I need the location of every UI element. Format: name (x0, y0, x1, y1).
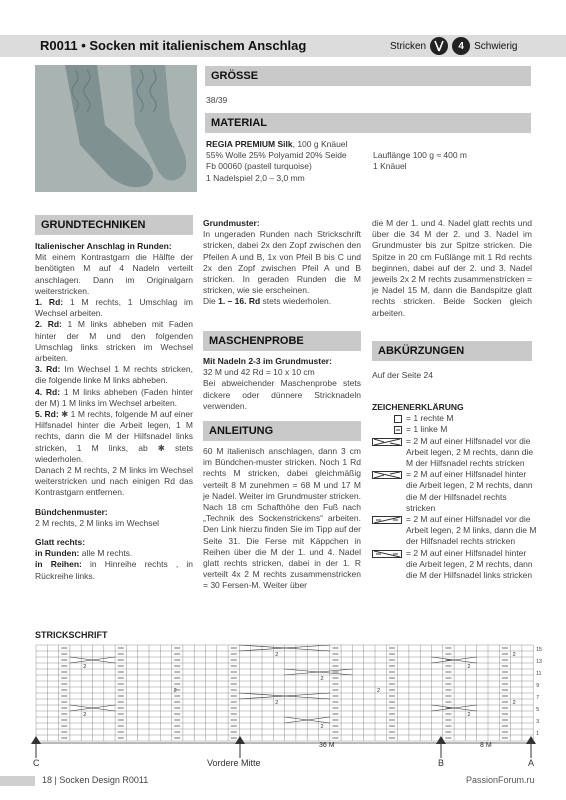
material-heading: MATERIAL (205, 113, 531, 133)
maschenprobe-text: Bei abweichender Maschenprobe stets dickere oder dünnere Stricknadeln verwenden. (203, 378, 361, 411)
material-details (206, 139, 371, 184)
chart-grid (36, 645, 533, 741)
level-number: 4 (458, 40, 464, 52)
grundtechniken-heading: GRUNDTECHNIKEN (35, 215, 193, 235)
anleitung-text-continued: die M der 1. und 4. Nadel glatt rechts und über die 34 M der 2. und 3. Nadel im Grundmuster bis zur Spitze stricken. Die Spitze in 20 cm Fußlänge mit 1 Rd rechts beginnen, dabei auf der 2. und 3. Nadel jeweils 2x 2 M rechts zusammenstricken = je Nadel 15 M, dann die Bandspitze glatt rechts stricken. Beide Socken gleich arbeiten. (372, 218, 532, 318)
anleitung-heading: ANLEITUNG (203, 421, 361, 441)
row-number: 9 (536, 683, 539, 689)
round-1-label: 1. Rd: (35, 297, 64, 308)
danach-text: Danach 2 M rechts, 2 M links im Wechsel weiterstricken und nach einigen Rd das Kontrastgarn entfernen. (35, 465, 193, 498)
technique-label: Stricken (390, 40, 427, 52)
legend-item (372, 436, 537, 470)
footer-text: 18 | Socken Design R0011 (42, 775, 149, 785)
legend-item (372, 424, 537, 435)
chart-row-numbers (536, 647, 542, 737)
anschlag-title: Italienischer Anschlag in Runden: (35, 241, 172, 251)
arrow-a (526, 736, 536, 758)
marker-a-label: A (528, 758, 535, 768)
arrow-b (436, 736, 446, 758)
marker-b-label: B (438, 758, 445, 768)
round-5-label: 5. Rd: (35, 409, 59, 420)
in-runden-label: in Runden: (35, 548, 80, 559)
footer-bar (0, 776, 35, 786)
maschenprobe-block (203, 356, 361, 412)
legend-item (372, 514, 537, 548)
row-number: 11 (536, 671, 542, 677)
cell-label: 2 (320, 724, 324, 730)
in-reihen-label: in Reihen: (35, 559, 82, 570)
buendchen-text: 2 M rechts, 2 M links im Wechsel (35, 517, 160, 528)
legend-item (372, 548, 537, 582)
yarn-color: Fb 00060 (pastell turquoise) (206, 161, 312, 172)
grundmuster-repeat-rounds: 1. – 16. Rd (218, 296, 261, 307)
cell-label: 2 (467, 664, 471, 670)
cable-front-purl-icon (372, 516, 402, 524)
cable-back-knit-icon (372, 471, 402, 479)
span-8m: 8 M (480, 742, 492, 749)
legend-item-text: = 2 M auf einer Hilfsnadel hinter die Arbeit legen, 2 M rechts, dann die M der Hilfsnadel rechts stricken (406, 469, 533, 513)
yarn-brand: REGIA PREMIUM Silk (206, 139, 293, 149)
round-1-text: 1 M rechts, 1 Umschlag im Wechsel arbeiten. (35, 297, 193, 319)
material-extra (373, 150, 467, 172)
skein-count: 1 Knäuel (373, 161, 407, 172)
size-value: 38/39 (206, 95, 228, 105)
cable-back-purl-icon (372, 550, 402, 558)
knit-stitch-icon (394, 415, 402, 423)
grundmuster-block (203, 218, 361, 308)
knitting-chart (30, 640, 545, 772)
difficulty-indicator (390, 36, 517, 56)
round-2-text: 1 M links abheben mit Faden hinter der M und den folgenden Umschlag links stricken im Wechsel arbeiten. (35, 319, 193, 364)
cell-label: 2 (377, 688, 381, 694)
yarn-composition: 55% Wolle 25% Polyamid 20% Seide (206, 150, 347, 161)
grundmuster-text: In ungeraden Runden nach Strickschrift stricken, dabei 2x den Zopf zwischen den Pfeilen A und B, 1x von Pfeil B bis C und 2x den Zopf zwischen Pfeil A und B stricken. In geraden Runden die M stricken, wie sie erscheinen. (203, 229, 361, 296)
cell-label: 2 (467, 712, 471, 718)
run-length: Lauflänge 100 g ≈ 400 m (373, 150, 467, 160)
cell-label: 2 (512, 652, 516, 658)
legend-item-text: = 1 rechte M (406, 413, 454, 424)
legend-item-text: = 1 linke M (406, 424, 448, 435)
cell-label: 2 (320, 676, 324, 682)
cell-label: 2 (173, 688, 177, 694)
grundmuster-title: Grundmuster: (203, 218, 260, 228)
anleitung-text: 60 M italienisch anschlagen, dann 3 cm im Bündchen-muster stricken. Noch 1 Rd rechts M stricken, dabei gleichmäßig verteilt 8 M zunehmen = 68 M und 17 M je Nadel. Weiter im Grundmuster stricken. Nach 18 cm Schafthöhe den Fuß nach „Technik des Sockenstrickens“ arbeiten. Den Link hierzu finden Sie im Tipp auf der Seite 31. Die Ferse mit Käppchen in Reihen über die M der 1. und 4. Nadel glatt rechts stricken, dabei in der 1. R verteilt 4x 2 M rechts zusammenstricken = 30 Fersen-M. Weiter über (203, 446, 361, 591)
legend (372, 402, 537, 581)
legend-item-text: = 2 M auf einer Hilfsnadel vor die Arbeit legen, 2 M links, dann die M der Hilfsnadel rechts stricken (406, 514, 537, 547)
maschenprobe-heading: MASCHENPROBE (203, 331, 361, 351)
cell-label: 2 (83, 664, 87, 670)
grundmuster-repeat-post: stets wiederholen. (260, 296, 332, 307)
page-title: R0011 • Socken mit italienischem Anschlag (40, 38, 307, 53)
arrow-vordere-mitte (235, 736, 245, 758)
arrow-c (31, 736, 41, 758)
round-5-text: ✱ 1 M rechts, folgende M auf einer Hilfsnadel hinter die Arbeit legen, 1 M rechts, dann die M der Hilfsnadel links stricken, 1 M links, ab ✱ stets wiederholen. (35, 409, 193, 464)
row-number: 1 (536, 731, 539, 737)
legend-item-text: = 2 M auf einer Hilfsnadel vor die Arbeit legen, 2 M rechts, dann die M der Hilfsnadel rechts stricken (406, 435, 534, 469)
legend-item-text: = 2 M auf einer Hilfsnadel hinter die Arbeit legen, 2 M rechts, dann die M der Hilfsnadel links stricken (406, 547, 533, 581)
grundmuster-repeat-pre: Die (203, 296, 219, 307)
legend-item (372, 413, 537, 424)
cell-label: 2 (275, 652, 279, 658)
cell-label: 2 (83, 712, 87, 718)
round-3-label: 3. Rd: (35, 364, 61, 375)
cable-front-knit-icon (372, 438, 402, 446)
abkuerzungen-heading: ABKÜRZUNGEN (372, 341, 532, 361)
anschlag-text: Mit einem Kontrastgarn die Hälfte der benötigten M auf 4 Nadeln verteilt anschlagen. Dann im Originalgarn weiterstricken. (35, 252, 193, 296)
row-number: 13 (536, 659, 542, 665)
level-star-icon (452, 37, 470, 55)
sock-photo (35, 65, 197, 192)
grundtechniken-text (35, 241, 193, 582)
round-2-label: 2. Rd: (35, 319, 62, 330)
in-reihen-text: in Hinreihe rechts , in Rückreihe links. (35, 559, 193, 581)
row-number: 5 (536, 707, 539, 713)
cell-label: 2 (275, 700, 279, 706)
span-36m: 36 M (319, 742, 335, 749)
legend-item (372, 469, 537, 514)
row-number: 7 (536, 695, 539, 701)
level-label: Schwierig (474, 40, 518, 52)
buendchen-title: Bündchenmuster: (35, 506, 108, 517)
marker-c-label: C (33, 758, 40, 768)
purl-stitch-icon (394, 426, 402, 434)
maschenprobe-gauge: 32 M und 42 Rd = 10 x 10 cm (203, 367, 315, 378)
round-4-label: 4. Rd: (35, 386, 61, 397)
marker-vordere-mitte-label: Vordere Mitte (207, 758, 261, 768)
chart-heading: STRICKSCHRIFT (35, 630, 108, 640)
row-number: 15 (536, 647, 542, 653)
size-heading: GRÖSSE (205, 66, 531, 86)
watermark: PassionForum.ru (466, 775, 535, 785)
round-4-text: 1 M links abheben (Faden hinter der M) 1 M links im Wechsel arbeiten. (35, 386, 193, 408)
row-number: 3 (536, 719, 539, 725)
abkuerzungen-text: Auf der Seite 24 (372, 370, 433, 380)
cell-label: 2 (512, 700, 516, 706)
chart-cell-labels (83, 652, 515, 730)
needles: 1 Nadelspiel 2,0 – 3,0 mm (206, 172, 305, 183)
maschenprobe-title: Mit Nadeln 2-3 im Grundmuster: (203, 356, 332, 366)
glatt-title: Glatt rechts: (35, 537, 86, 548)
round-3-text: Im Wechsel 1 M rechts stricken, die folgende linke M links abheben. (35, 364, 193, 386)
legend-title: ZEICHENERKLÄRUNG (372, 402, 464, 412)
knitting-needles-icon (430, 37, 448, 55)
yarn-amount: , 100 g Knäuel (292, 139, 348, 149)
in-runden-text: alle M rechts. (79, 548, 133, 559)
